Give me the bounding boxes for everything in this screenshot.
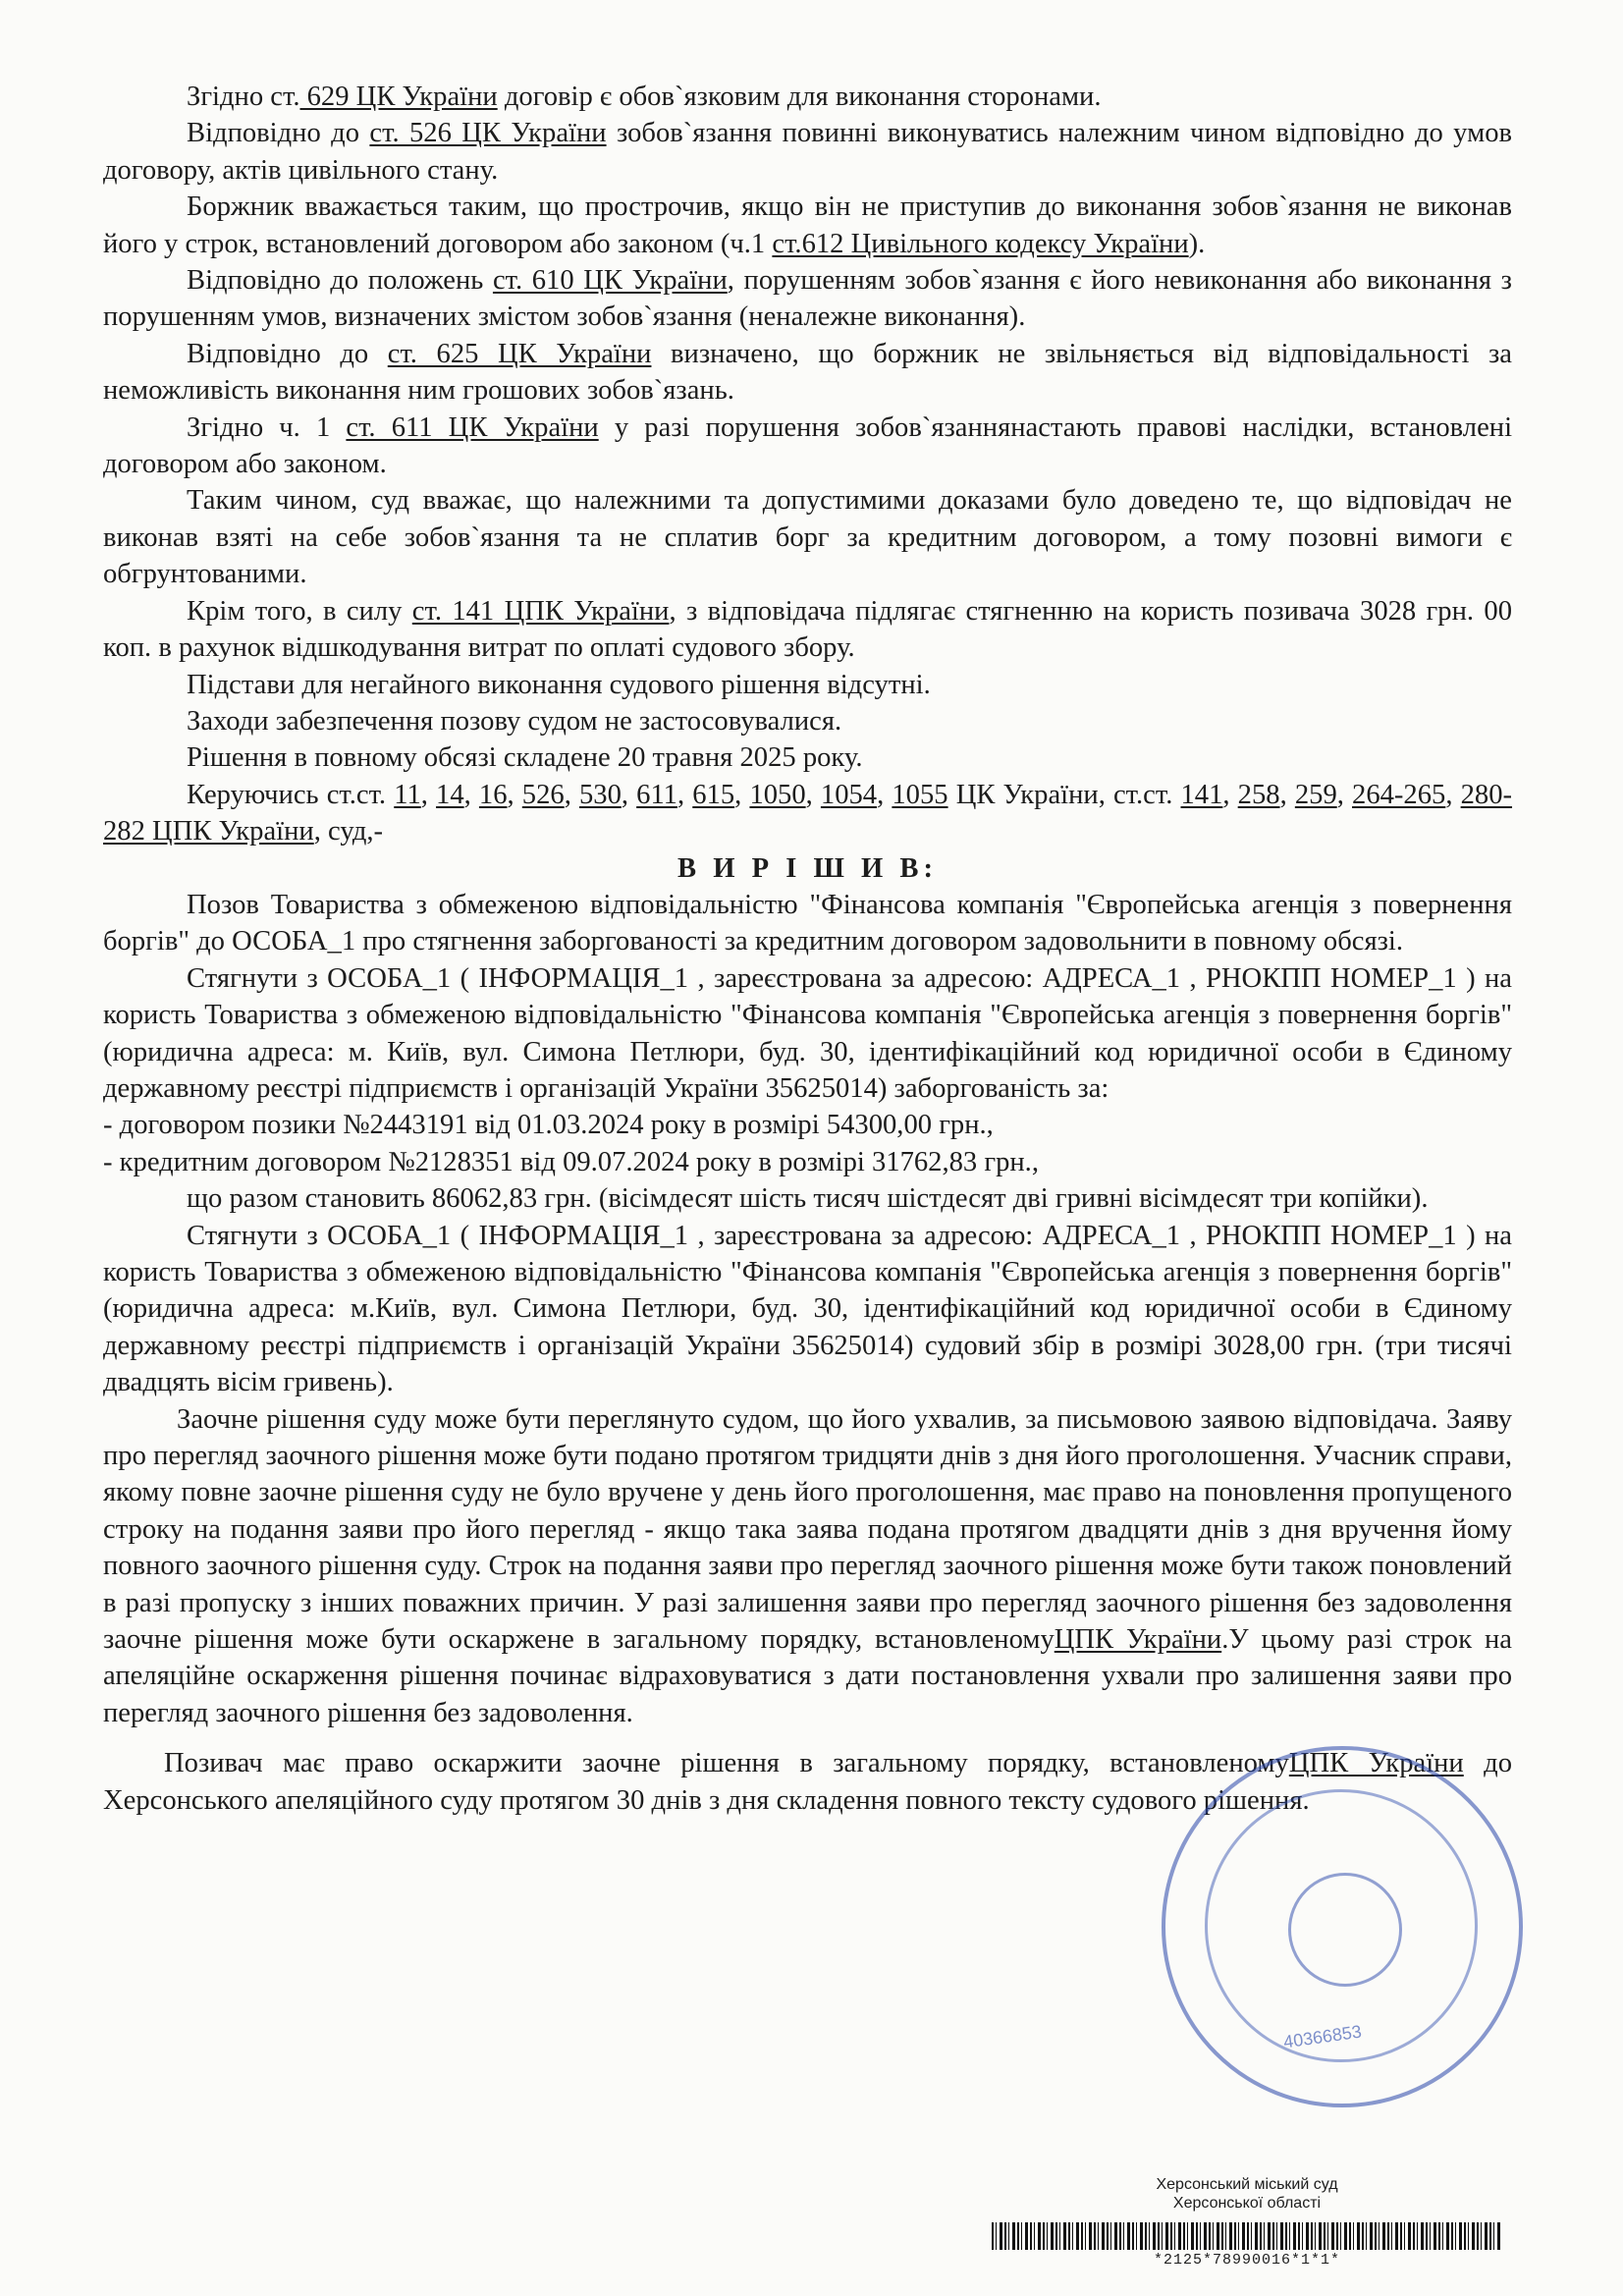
law-link[interactable]: 258 [1237, 779, 1280, 810]
paragraph-breach [103, 262, 1512, 336]
law-link[interactable]: 280-282 ЦПК України [103, 779, 1513, 847]
text: - кредитним договором №2128351 від 09.07.2024 року в розмірі 31762,83 грн., [103, 1146, 1039, 1177]
text: Крім того, в силу [187, 595, 412, 627]
law-link[interactable]: 1050 [749, 779, 806, 810]
paragraph-obligations [103, 115, 1512, 189]
law-link[interactable]: ЦПК України [1288, 1748, 1464, 1779]
law-link[interactable]: 11 [394, 779, 421, 810]
law-link[interactable]: 615 [692, 779, 735, 810]
text: .У цьому разі строк на апеляційне оскарження рішення починає відраховуватися з дати постановлення ухвали про залишення заяви про перегляд заочного рішення без задоволення. [103, 1624, 1512, 1728]
text: Боржник вважається таким, що прострочив, якщо він не приступив до виконання зобов`язання не виконав його у строк, встановлений договором або законом (ч.1 [103, 191, 1512, 259]
text: - договором позики №2443191 від 01.03.2024 року в розмірі 54300,00 грн., [103, 1110, 994, 1141]
text: Згідно ч. 1 [187, 411, 347, 443]
paragraph-court-fee [103, 593, 1512, 667]
law-link[interactable]: 530 [578, 779, 622, 810]
barcode-number: *2125*78990016*1*1* [1153, 2252, 1341, 2269]
text: , порушенням зобов`язання є його невиконання або виконання з порушенням умов, визначених змістом зобов`язання (неналежне виконання). [103, 265, 1512, 333]
text: , суд,- [313, 816, 384, 847]
paragraph-guided-by: Керуючись ст.ст. 11, 14, 16, 526, 530, 611, 615, 1050, 1054, 1055 ЦК України, ст.ст. 141, 258, 259, 264-265, 280-282 ЦПК України, суд,- [103, 779, 1513, 847]
decision-heading: В И Р І Ш И В: [676, 852, 939, 884]
paragraph-review-rights [103, 1401, 1512, 1732]
law-link[interactable]: 1055 [892, 779, 948, 810]
paragraph-no-immediate-execution: Підстави для негайного виконання судового рішення відсутні. [187, 669, 931, 700]
paragraph-full-decision-date: Рішення в повному обсязі складене 20 травня 2025 року. [187, 742, 863, 774]
text: у разі порушення зобов`язаннянастають правові наслідки, встановлені договором або законом. [103, 411, 1513, 480]
law-link[interactable]: 611 [636, 779, 677, 810]
paragraph-total: що разом становить 86062,83 грн. (вісімдесят шість тисяч шістдесят дві гривні вісімдесят три копійки). [187, 1183, 1429, 1215]
seal-emblem [1288, 1873, 1402, 1987]
text: до Херсонського апеляційного суду протягом 30 днів з дня складення повного тексту судового рішення. [103, 1748, 1512, 1816]
law-link[interactable]: ст. 625 ЦК України [387, 338, 652, 369]
law-link[interactable]: ст.612 Цивільного кодексу України [772, 228, 1189, 259]
paragraph-consequences [103, 410, 1512, 483]
paragraph-no-security-measures: Заходи забезпечення позову судом не застосовувалися. [187, 705, 842, 737]
law-link[interactable]: 14 [436, 779, 464, 810]
law-link[interactable]: ст. 141 ЦПК України [411, 595, 670, 627]
court-footer [992, 2175, 1502, 2213]
text: Керуючись ст.ст. [187, 779, 395, 810]
barcode [992, 2222, 1502, 2250]
court-name: Херсонський міський суд [1156, 2176, 1338, 2193]
text: Позивач має право оскаржити заочне рішення в загальному порядку, встановленому [164, 1748, 1289, 1779]
paragraph-contract-binding [103, 79, 1512, 115]
paragraph-recover-debt: Стягнути з ОСОБА_1 ( ІНФОРМАЦІЯ_1 , зареєстрована за адресою: АДРЕСА_1 , РНОКПП НОМЕР_1 ) на користь Товариства з обмеженою відповідальністю "Фінансова компанія "Європейська агенція з повернення боргів" (юридична адреса: м. Київ, вул. Симона Петлюри, буд. 30, ідентифікаційний код юридичної особи в Єдиному державному реєстрі підприємств і організацій України 35625014) заборгованість за: [103, 962, 1512, 1104]
paragraph-monetary-liability [103, 336, 1512, 410]
law-link[interactable]: 264-265 [1352, 779, 1446, 810]
law-link[interactable]: ЦПК України [1054, 1624, 1222, 1656]
law-link[interactable]: 526 [521, 779, 565, 810]
seal-number: 40366853 [1281, 2021, 1364, 2052]
text: ЦК України, ст.ст. [947, 779, 1181, 810]
paragraph-recover-fee: Стягнути з ОСОБА_1 ( ІНФОРМАЦІЯ_1 , зареєстрована за адресою: АДРЕСА_1 , РНОКПП НОМЕР_1 ) на користь Товариства з обмеженою відповідальністю "Фінансова компанія "Європейська агенція з повернення боргів" (юридична адреса: м.Київ, вул. Симона Петлюри, буд. 30, ідентифікаційний код юридичної особи в Єдиному державному реєстрі підприємств і організацій України 35625014) судовий збір в розмірі 3028,00 грн. (три тисячі двадцять вісім гривень). [103, 1220, 1512, 1398]
law-link[interactable]: 1054 [820, 779, 878, 810]
text: , з відповідача підлягає стягненню на користь позивача 3028 грн. 00 коп. в рахунок відшкодування витрат по оплаті судового збору. [103, 595, 1512, 664]
text: ). [1188, 228, 1206, 259]
list-item-loan [103, 1107, 1512, 1143]
text: зобов`язання повинні виконуватись належним чином відповідно до умов договору, актів цивільного стану. [103, 118, 1512, 186]
law-link[interactable]: ст. 526 ЦК України [369, 118, 607, 149]
document-body [103, 79, 1512, 1819]
law-link[interactable]: 629 ЦК України [299, 82, 498, 112]
text: Згідно ст. [187, 82, 300, 112]
paragraph-court-conclusion: Таким чином, суд вважає, що належними та допустимими доказами було доведено те, що відповідач не виконав взяті на себе зобов`язання та не сплатив борг за кредитним договором, а тому позовні вимоги є обгрунтованими. [103, 485, 1512, 590]
court-region: Херсонської області [1172, 2195, 1322, 2212]
text: договір є обов`язковим для виконання сторонами. [497, 82, 1102, 112]
law-link[interactable]: ст. 611 ЦК України [346, 411, 599, 443]
law-link[interactable]: 141 [1180, 779, 1223, 810]
text: визначено, що боржник не звільняється від відповідальності за неможливість виконання ним грошових зобов`язань. [103, 338, 1512, 407]
paragraph-debtor-overdue [103, 189, 1512, 262]
court-seal-stamp [1162, 1746, 1523, 2107]
text: Відповідно до [187, 338, 388, 369]
law-link[interactable]: 16 [478, 779, 508, 810]
text: Відповідно до положень [187, 265, 493, 297]
text: Заочне рішення суду може бути переглянуто судом, що його ухвалив, за письмовою заявою відповідача. Заяву про перегляд заочного рішення може бути подано протягом тридцяти днів з дня його проголошення. Учасник справи, якому повне заочне рішення суду не було вручене у день його проголошення, має право на поновлення пропущеного строку на подання заяви про його перегляд - якщо така заява подана протягом двадцяти днів з дня вручення йому повного заочного рішення суду. Строк на подання заяви про перегляд заочного рішення може бути також поновлений в разі пропуску з інших поважних причин. У разі залишення заяви про перегляд заочного рішення без задоволення заочне рішення може бути оскаржене в загальному порядку, встановленому [103, 1403, 1512, 1656]
law-link[interactable]: 259 [1294, 779, 1337, 810]
text: Відповідно до [187, 118, 370, 149]
paragraph-claim-granted: Позов Товариства з обмеженою відповідальністю "Фінансова компанія "Європейська агенція з повернення боргів" до ОСОБА_1 про стягнення заборгованості за кредитним договором задовольнити в повному обсязі. [103, 889, 1512, 957]
law-link[interactable]: ст. 610 ЦК України [492, 265, 728, 297]
list-item-credit [103, 1144, 1512, 1180]
